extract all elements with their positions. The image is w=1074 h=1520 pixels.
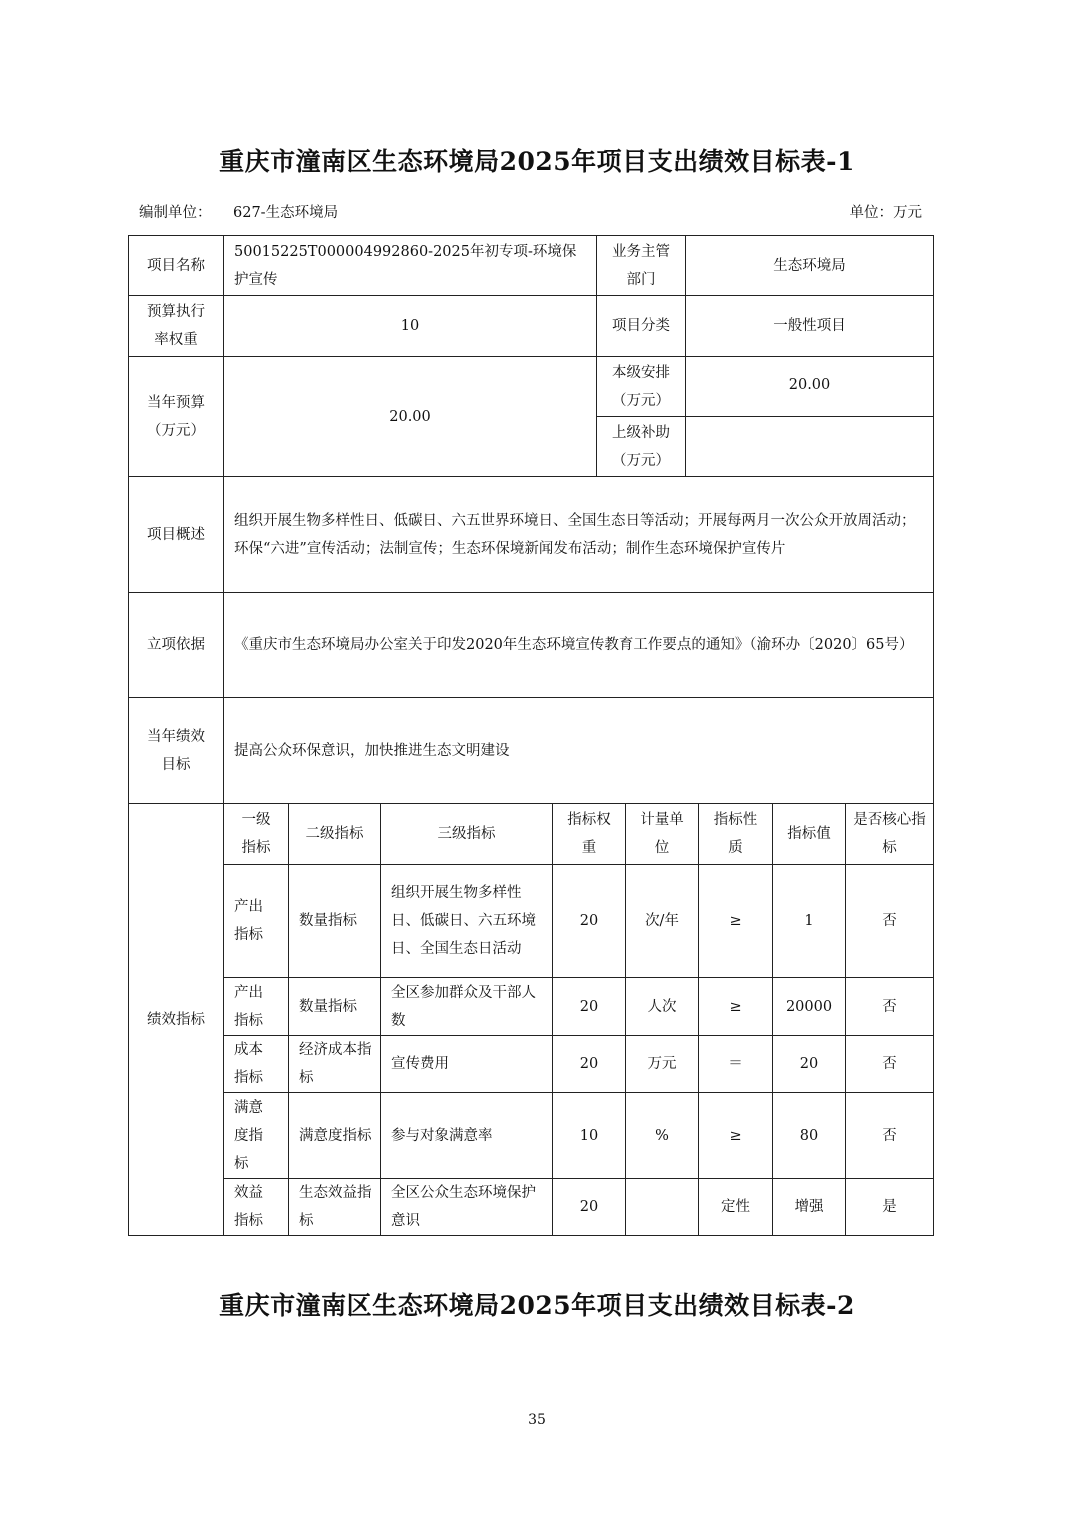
cell-level3: 全区参加群众及干部人数 [381, 978, 553, 1036]
page-number: 35 [528, 1412, 546, 1428]
goal-value: 提高公众环保意识，加快推进生态文明建设 [224, 698, 934, 804]
header-level2: 二级指标 [289, 804, 381, 865]
cell-core: 否 [846, 978, 934, 1036]
cell-unit: 万元 [626, 1036, 699, 1093]
header-core: 是否核心指标 [846, 804, 934, 865]
goal-label: 当年绩效目标 [129, 698, 224, 804]
cell-nature: ≥ [699, 1093, 773, 1179]
rate-label: 预算执行率权重 [129, 296, 224, 357]
table-row [129, 1036, 934, 1093]
cell-weight: 10 [553, 1093, 626, 1179]
page-title: 重庆市潼南区生态环境局2025年项目支出绩效目标表-1 [219, 147, 855, 176]
cell-unit [626, 1179, 699, 1236]
local-value: 20.00 [686, 357, 934, 417]
cell-core: 是 [846, 1179, 934, 1236]
cell-nature: 定性 [699, 1179, 773, 1236]
summary-value: 组织开展生物多样性日、低碳日、六五世界环境日、全国生态日等活动；开展每两月一次公众开放周活动；环保“六进”宣传活动；法制宣传；生态环保境新闻发布活动；制作生态环境保护宣传片 [224, 477, 934, 593]
table-row [129, 978, 934, 1036]
cell-core: 否 [846, 1093, 934, 1179]
header-weight: 指标权重 [553, 804, 626, 865]
table-row [129, 865, 934, 978]
cell-level3: 组织开展生物多样性日、低碳日、六五环境日、全国生态日活动 [381, 865, 553, 978]
cell-level2: 满意度指标 [289, 1093, 381, 1179]
cell-nature: ≥ [699, 865, 773, 978]
cell-unit: 次/年 [626, 865, 699, 978]
table-row [129, 1093, 934, 1179]
cell-value: 20000 [773, 978, 846, 1036]
cell-level1: 效益指标 [224, 1179, 289, 1236]
cell-unit: % [626, 1093, 699, 1179]
budget-label: 当年预算（万元） [129, 357, 224, 477]
upper-label: 上级补助（万元） [597, 417, 686, 477]
cell-level2: 数量指标 [289, 978, 381, 1036]
budget-value: 20.00 [224, 357, 597, 477]
header-level1: 一级指标 [224, 804, 289, 865]
cell-weight: 20 [553, 978, 626, 1036]
cell-value: 1 [773, 865, 846, 978]
project-name-label: 项目名称 [129, 236, 224, 296]
header-nature: 指标性质 [699, 804, 773, 865]
perf-label: 绩效指标 [129, 804, 224, 1236]
cell-level3: 全区公众生态环境保护意识 [381, 1179, 553, 1236]
rate-value: 10 [224, 296, 597, 357]
cell-level3: 宣传费用 [381, 1036, 553, 1093]
performance-table [128, 235, 934, 1236]
category-label: 项目分类 [597, 296, 686, 357]
cell-nature: ≥ [699, 978, 773, 1036]
cell-weight: 20 [553, 1179, 626, 1236]
cell-level1: 成本指标 [224, 1036, 289, 1093]
local-label: 本级安排（万元） [597, 357, 686, 417]
section-title-2: 重庆市潼南区生态环境局2025年项目支出绩效目标表-2 [219, 1291, 855, 1320]
summary-label: 项目概述 [129, 477, 224, 593]
header-level3: 三级指标 [381, 804, 553, 865]
category-value: 一般性项目 [686, 296, 934, 357]
unit-label: 编制单位： [139, 205, 212, 221]
cell-level1: 产出指标 [224, 865, 289, 978]
cell-nature: ＝ [699, 1036, 773, 1093]
header-unit: 计量单位 [626, 804, 699, 865]
project-name-value: 50015225T000004992860-2025年初专项-环境保护宣传 [224, 236, 597, 296]
cell-weight: 20 [553, 865, 626, 978]
basis-value: 《重庆市生态环境局办公室关于印发2020年生态环境宣传教育工作要点的通知》（渝环办〔2020〕65号） [224, 593, 934, 698]
cell-core: 否 [846, 1036, 934, 1093]
dept-label: 业务主管部门 [597, 236, 686, 296]
cell-level2: 经济成本指标 [289, 1036, 381, 1093]
basis-label: 立项依据 [129, 593, 224, 698]
table-row [129, 1179, 934, 1236]
cell-core: 否 [846, 865, 934, 978]
cell-unit: 人次 [626, 978, 699, 1036]
upper-value [686, 417, 934, 477]
currency-unit: 单位：万元 [849, 205, 922, 221]
cell-level3: 参与对象满意率 [381, 1093, 553, 1179]
cell-value: 增强 [773, 1179, 846, 1236]
cell-level2: 生态效益指标 [289, 1179, 381, 1236]
cell-value: 80 [773, 1093, 846, 1179]
dept-value: 生态环境局 [686, 236, 934, 296]
cell-level1: 产出指标 [224, 978, 289, 1036]
cell-weight: 20 [553, 1036, 626, 1093]
cell-level2: 数量指标 [289, 865, 381, 978]
cell-level1: 满意度指标 [224, 1093, 289, 1179]
unit-value: 627-生态环境局 [233, 205, 339, 221]
cell-value: 20 [773, 1036, 846, 1093]
header-value: 指标值 [773, 804, 846, 865]
